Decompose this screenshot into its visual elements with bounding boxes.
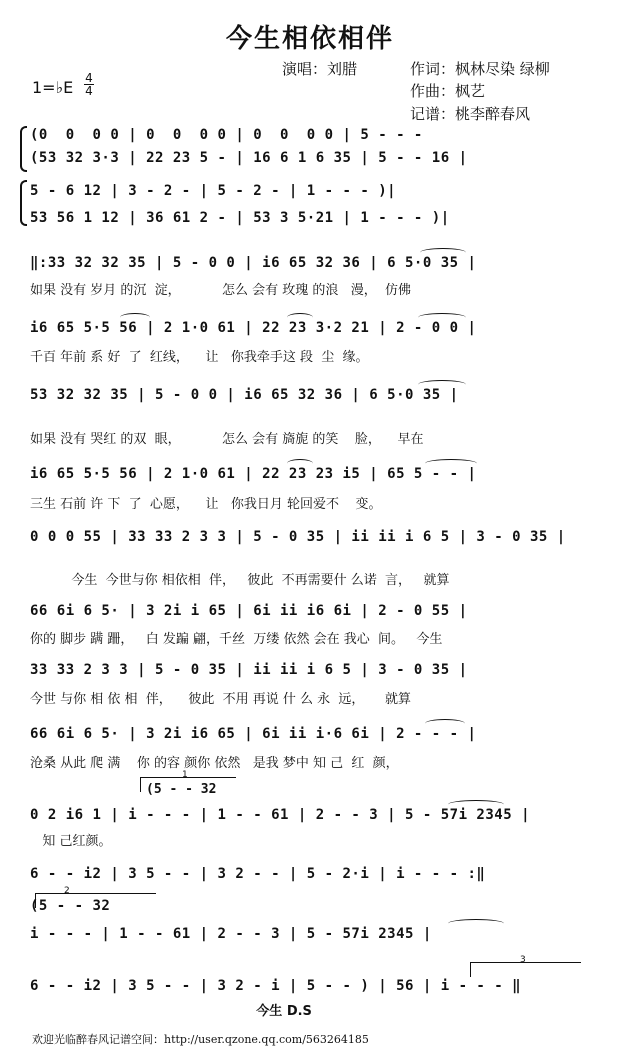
score-line-4: 53 56 1 12 | 36 61 2 - | 53 3 5·21 | 1 - - - )|: [30, 210, 450, 226]
lyric-line-13: 知 己红颜。: [30, 834, 112, 849]
key-signature: 1=♭E: [32, 78, 74, 97]
score-line-8: i6 65 5·5 56 | 2 1·0 61 | 22 23 23 i5 | 65 5 - - |: [30, 466, 477, 482]
lyric-line-6: 千百 年前 系 好 了 红线， 让 你我牵手这 段 尘 缘。: [30, 350, 369, 365]
lyric-line-5: 如果 没有 岁月 的沉 淀， 怎么 会有 玫瑰 的浪 漫， 仿佛: [30, 283, 412, 298]
score-line-9: 0 0 0 55 | 33 33 2 3 3 | 5 - 0 35 | ii ii i 6 5 | 3 - 0 35 |: [30, 529, 566, 545]
slur-mark: [287, 313, 313, 322]
slur-mark: [448, 919, 504, 928]
score-line-10: 66 6i 6 5· | 3 2i i 65 | 6i ii i6 6i | 2 - 0 55 |: [30, 603, 468, 619]
intro-system-brace: [20, 126, 27, 172]
score-line-5: ‖:33 32 32 35 | 5 - 0 0 | i6 65 32 36 | 6 5·0 35 |: [30, 255, 477, 271]
time-signature-top: 4: [85, 71, 93, 85]
score-line-11: 33 33 2 3 3 | 5 - 0 35 | ii ii i 6 5 | 3 - 0 35 |: [30, 662, 468, 678]
lyric-line-8: 三生 石前 许 下 了 心愿， 让 你我日月 轮回爱不 变。: [30, 497, 382, 512]
lyric-line-7: 如果 没有 哭红 的双 眼， 怎么 会有 旖旎 的笑 脸， 早在: [30, 432, 424, 447]
time-signature: [84, 72, 94, 97]
slur-mark: [418, 313, 466, 322]
lyric-line-11: 今世 与你 相 依 相 伴， 彼此 不用 再说 什 么 永 远， 就算: [30, 692, 412, 707]
score-line-2: (53 32 3·3 | 22 23 5 - | 16 6 1 6 35 | 5 - - 16 |: [30, 150, 468, 166]
score-line-7: 53 32 32 35 | 5 - 0 0 | i6 65 32 36 | 6 5·0 35 |: [30, 387, 459, 403]
page-title: 今生相依相伴: [225, 24, 394, 54]
lyric-line-12: 沧桑 从此 爬 满 你 的容 颜你 依然 是我 梦中 知 己 红 颜，: [30, 756, 399, 771]
volta-number-1: 1: [182, 770, 188, 780]
lyric-line-10: 你的 脚步 蹒 跚， 白 发蹁 翩，千丝 万缕 依然 会在 我心 间。 今生: [30, 632, 443, 647]
volta-number-2: 2: [64, 886, 70, 896]
slur-mark: [425, 719, 465, 728]
score-line-6: i6 65 5·5 56 | 2 1·0 61 | 22 23 3·2 21 | 2 - 0 0 |: [30, 320, 477, 336]
score-line-12: 66 6i 6 5· | 3 2i i6 65 | 6i ii i·6 6i | 2 - - - |: [30, 726, 477, 742]
singer-credit: 演唱：刘腊: [282, 60, 358, 78]
footer-link-text: 欢迎光临醉春风记谱空间：http://user.qzone.qq.com/563264185: [32, 1033, 369, 1046]
slur-mark: [287, 459, 313, 468]
lyric-line-17: 今生 D.S: [30, 1004, 312, 1019]
lyricist-credit: 作词：枫林尽染 绿柳: [410, 60, 550, 78]
slur-mark: [418, 380, 466, 389]
slur-mark: [120, 313, 150, 322]
score-line-1: (0 0 0 0 | 0 0 0 0 | 0 0 0 0 | 5 - - -: [30, 127, 423, 143]
score-line-13: 0 2 i6 1 | i - - - | 1 - - 61 | 2 - - 3 | 5 - 57i 2345 |: [30, 807, 531, 823]
intro-system-brace-2: [20, 180, 27, 226]
score-line-3: 5 - 6 12 | 3 - 2 - | 5 - 2 - | 1 - - - )|: [30, 183, 397, 199]
slur-mark: [420, 248, 466, 257]
score-line-14: 6 - - i2 | 3 5 - - | 3 2 - - | 5 - 2·i | i - - - :‖: [30, 866, 486, 882]
composer-credit: 作曲：枫艺: [410, 82, 486, 100]
slur-mark: [448, 800, 504, 809]
slur-mark: [425, 459, 477, 468]
time-signature-bottom: 4: [85, 84, 93, 98]
score-line-17: 6 - - i2 | 3 5 - - | 3 2 - i | 5 - - ) | 56 | i - - - ‖: [30, 978, 522, 994]
lyric-line-9: 今生 今世与你 相依相 伴， 彼此 不再需要什 么诺 言， 就算: [30, 573, 450, 588]
volta-ending-notes: (5 - - 32: [146, 782, 217, 797]
score-line-15: (5 - - 32: [30, 898, 111, 914]
transcriber-credit: 记谱：桃李醉春风: [410, 105, 531, 123]
score-line-16: i - - - | 1 - - 61 | 2 - - 3 | 5 - 57i 2345 |: [30, 926, 432, 942]
volta-number-3: 3: [520, 955, 526, 965]
